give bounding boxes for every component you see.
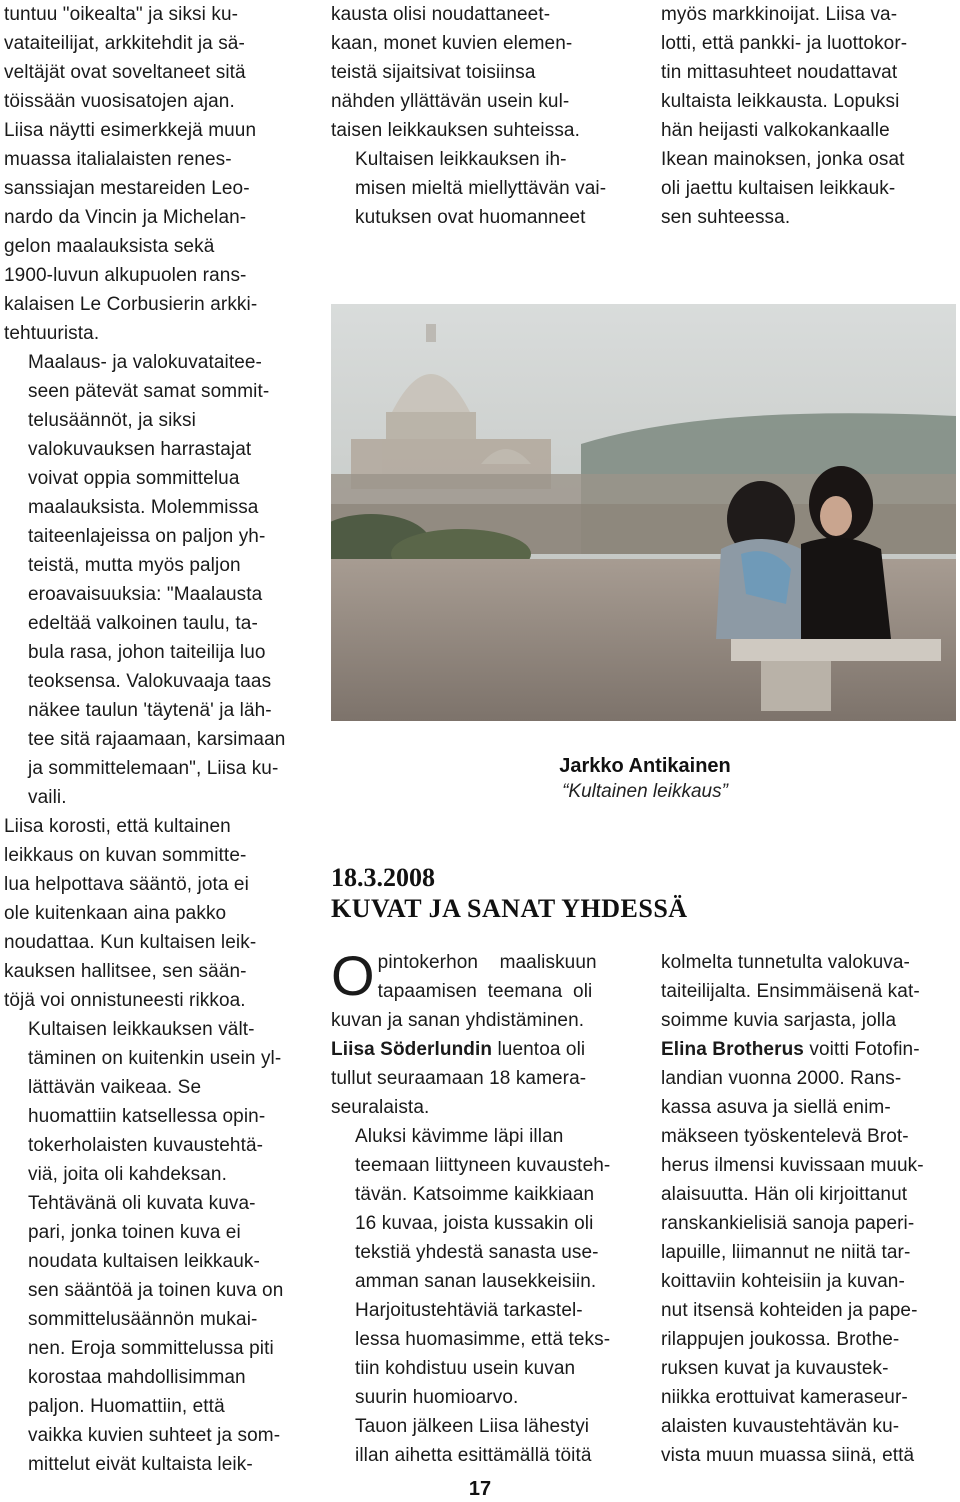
text-line: kalaisen Le Corbusierin arkki- xyxy=(4,294,258,315)
photo-caption xyxy=(470,752,820,804)
text-line: suurin huomioarvo. xyxy=(355,1387,519,1408)
text-line: lua helpottava sääntö, jota ei xyxy=(4,874,249,895)
text-line: landian vuonna 2000. Rans- xyxy=(661,1068,902,1089)
text-line: edeltää valkoinen taulu, ta- xyxy=(28,613,258,634)
text-line: alaisuutta. Hän oli kirjoittanut xyxy=(661,1184,908,1205)
text-line: Liisa näytti esimerkkejä muun xyxy=(4,120,257,141)
paragraph xyxy=(331,1412,631,1470)
text-line: alaisten kuvaustehtävän ku- xyxy=(661,1416,900,1437)
text-line: teoksensa. Valokuvaaja taas xyxy=(28,671,272,692)
text-line: herus ilmensi kuvissaan muuk- xyxy=(661,1155,924,1176)
text-line: kultaista leikkausta. Lopuksi xyxy=(661,91,900,112)
text-line: näkee taulun 'täytenä' ja läh- xyxy=(28,700,272,721)
text-line: hän heijasti valkokankaalle xyxy=(661,120,890,141)
text-line: kassa asuva ja siellä enim- xyxy=(661,1097,891,1118)
text-line: gelon maalauksista sekä xyxy=(4,236,215,257)
text-line: ole kuitenkaan aina pakko xyxy=(4,903,227,924)
text-line: kauksen hallitsee, sen sään- xyxy=(4,961,247,982)
text-line: tekstiä yhdestä sanasta use- xyxy=(355,1242,599,1263)
text-line xyxy=(661,1035,956,1064)
text-line: Tauon jälkeen Liisa lähestyi xyxy=(355,1416,590,1437)
text-line: vataiteilijat, arkkitehdit ja sä- xyxy=(4,33,245,54)
text-line: vaili. xyxy=(28,787,67,808)
text-line: kutuksen ovat huomanneet xyxy=(355,207,586,228)
text-line: vista muun muassa siinä, että xyxy=(661,1445,915,1466)
person-name-bold: Elina Brotherus xyxy=(661,1039,804,1060)
text-line: nut itsensä kohteiden ja pape- xyxy=(661,1300,918,1321)
text-line: pintokerhon maaliskuun xyxy=(377,952,597,973)
text-line: kuvan ja sanan yhdistäminen. xyxy=(331,1010,585,1031)
paragraph xyxy=(331,0,631,145)
text-line: Ikean mainoksen, jonka osat xyxy=(661,149,905,170)
text-line: tin mittasuhteet noudattavat xyxy=(661,62,898,83)
text-line: tiin kohdistuu usein kuvan xyxy=(355,1358,576,1379)
text-segment: voitti Fotofin- xyxy=(803,1039,920,1060)
text-line: koittaviin kohteisiin ja kuvan- xyxy=(661,1271,905,1292)
paragraph xyxy=(4,0,304,348)
heading-title: KUVAT JA SANAT YHDESSÄ xyxy=(331,894,688,923)
text-line: korostaa mahdollisimman xyxy=(28,1367,246,1388)
text-line: nen. Eroja sommittelussa piti xyxy=(28,1338,274,1359)
text-line: tullut seuraamaan 18 kamera- xyxy=(331,1068,587,1089)
text-line xyxy=(331,1035,631,1064)
text-line: täminen on kuitenkin usein yl- xyxy=(28,1048,282,1069)
text-segment: luentoa oli xyxy=(492,1039,586,1060)
text-line: myös markkinoijat. Liisa va- xyxy=(661,4,898,25)
text-line: seuralaista. xyxy=(331,1097,430,1118)
text-line: bula rasa, johon taiteilija luo xyxy=(28,642,266,663)
text-line: tapaamisen teemana oli xyxy=(377,981,593,1002)
article-column-middle xyxy=(331,0,631,232)
text-line: vaikka kuvien suhteet ja som- xyxy=(28,1425,281,1446)
text-line: pari, jonka toinen kuva ei xyxy=(28,1222,241,1243)
text-line: lotti, että pankki- ja luottokor- xyxy=(661,33,908,54)
text-line: amman sanan lausekkeisiin. xyxy=(355,1271,597,1292)
article-heading xyxy=(331,862,731,924)
text-line: seen pätevät samat sommit- xyxy=(28,381,270,402)
article-column-right-bottom xyxy=(661,948,956,1470)
text-line: teemaan liittyneen kuvausteh- xyxy=(355,1155,611,1176)
article-column-right xyxy=(661,0,956,232)
text-line: valokuvauksen harrastajat xyxy=(28,439,252,460)
text-line: mäkseen työskentelevä Brot- xyxy=(661,1126,909,1147)
text-line: taisen leikkauksen suhteissa. xyxy=(331,120,580,141)
text-line: noudata kultaisen leikkauk- xyxy=(28,1251,260,1272)
text-line: leikkaus on kuvan sommitte- xyxy=(4,845,247,866)
text-line: misen mieltä miellyttävän vai- xyxy=(355,178,607,199)
text-line: nardo da Vincin ja Michelan- xyxy=(4,207,247,228)
paragraph xyxy=(4,1015,304,1479)
text-line: Kultaisen leikkauksen vält- xyxy=(28,1019,255,1040)
article-column-left xyxy=(4,0,304,1479)
dropcap: O xyxy=(331,944,375,1007)
text-line: Liisa korosti, että kultainen xyxy=(4,816,231,837)
text-line: tävän. Katsoimme kaikkiaan xyxy=(355,1184,595,1205)
text-line: noudattaa. Kun kultaisen leik- xyxy=(4,932,257,953)
text-line: mittelut eivät kultaista leik- xyxy=(28,1454,253,1475)
text-line: kausta olisi noudattaneet- xyxy=(331,4,551,25)
photo-title: “Kultainen leikkaus” xyxy=(562,781,728,802)
text-line: 16 kuvaa, joista kussakin oli xyxy=(355,1213,594,1234)
person-name-bold: Liisa Söderlundin xyxy=(331,1039,493,1060)
text-line: sen sääntöä ja toinen kuva on xyxy=(28,1280,284,1301)
paragraph xyxy=(661,0,956,232)
text-line: taiteenlajeissa on paljon yh- xyxy=(28,526,266,547)
text-line: tee sitä rajaamaan, karsimaan xyxy=(28,729,286,750)
text-line: niikka erottuivat kameraseur- xyxy=(661,1387,908,1408)
text-line: sanssiajan mestareiden Leo- xyxy=(4,178,250,199)
text-line: Tehtävänä oli kuvata kuva- xyxy=(28,1193,256,1214)
page-number: 17 xyxy=(468,1478,492,1500)
text-line: kolmelta tunnetulta valokuva- xyxy=(661,952,910,973)
text-line: huomattiin katsellessa opin- xyxy=(28,1106,266,1127)
photographer-name: Jarkko Antikainen xyxy=(559,755,731,777)
text-line: viä, joita oli kahdeksan. xyxy=(28,1164,227,1185)
text-line: lapuille, liimannut ne niitä tar- xyxy=(661,1242,911,1263)
text-line: muassa italialaisten renes- xyxy=(4,149,232,170)
text-line: ranskankielisiä sanoja paperi- xyxy=(661,1213,915,1234)
photo-bench xyxy=(731,639,941,661)
text-line: oli jaettu kultaisen leikkauk- xyxy=(661,178,896,199)
paragraph xyxy=(661,1064,956,1470)
heading-date: 18.3.2008 xyxy=(331,863,435,892)
paragraph xyxy=(331,944,631,1122)
text-line: sen suhteessa. xyxy=(661,207,791,228)
text-line: ja sommittelemaan", Liisa ku- xyxy=(28,758,279,779)
text-line: lessa huomasimme, että teks- xyxy=(355,1329,611,1350)
paragraph xyxy=(4,812,304,1015)
text-line: maalauksista. Molemmissa xyxy=(28,497,259,518)
text-line: paljon. Huomattiin, että xyxy=(28,1396,225,1417)
text-line: tuntuu "oikealta" ja siksi ku- xyxy=(4,4,239,25)
text-line: Aluksi kävimme läpi illan xyxy=(355,1126,564,1147)
text-line: rilappujen joukossa. Brothe- xyxy=(661,1329,900,1350)
text-line: illan aihetta esittämällä töitä xyxy=(355,1445,592,1466)
text-line: kaan, monet kuvien elemen- xyxy=(331,33,573,54)
text-line: telusäännöt, ja siksi xyxy=(28,410,196,431)
text-line: tokerholaisten kuvaustehtä- xyxy=(28,1135,264,1156)
text-line: tehtuurista. xyxy=(4,323,100,344)
article-column-middle-bottom xyxy=(331,944,631,1470)
text-line: veltäjät ovat soveltaneet sitä xyxy=(4,62,246,83)
photo-rome-bench xyxy=(331,304,956,721)
text-line: voivat oppia sommittelua xyxy=(28,468,240,489)
text-line: Maalaus- ja valokuvataitee- xyxy=(28,352,262,373)
text-line: lättävän vaikeaa. Se xyxy=(28,1077,202,1098)
paragraph xyxy=(331,1122,631,1412)
text-line: taiteilijalta. Ensimmäisenä kat- xyxy=(661,981,920,1002)
text-line: 1900-luvun alkupuolen rans- xyxy=(4,265,247,286)
text-line: teistä sijaitsivat toisiinsa xyxy=(331,62,536,83)
paragraph xyxy=(4,348,304,812)
text-line: teistä, mutta myös paljon xyxy=(28,555,241,576)
text-line: sommittelusäännön mukai- xyxy=(28,1309,258,1330)
text-line: Harjoitustehtäviä tarkastel- xyxy=(355,1300,583,1321)
text-line: nähden yllättävän usein kul- xyxy=(331,91,570,112)
text-line: töjä voi onnistuneesti rikkoa. xyxy=(4,990,246,1011)
paragraph xyxy=(331,145,631,232)
text-line: soimme kuvia sarjasta, jolla xyxy=(661,1010,897,1031)
text-line: eroavaisuuksia: "Maalausta xyxy=(28,584,263,605)
text-line: ruksen kuvat ja kuvaustek- xyxy=(661,1358,889,1379)
text-line: töissään vuosisatojen ajan. xyxy=(4,91,235,112)
text-line: Kultaisen leikkauksen ih- xyxy=(355,149,567,170)
